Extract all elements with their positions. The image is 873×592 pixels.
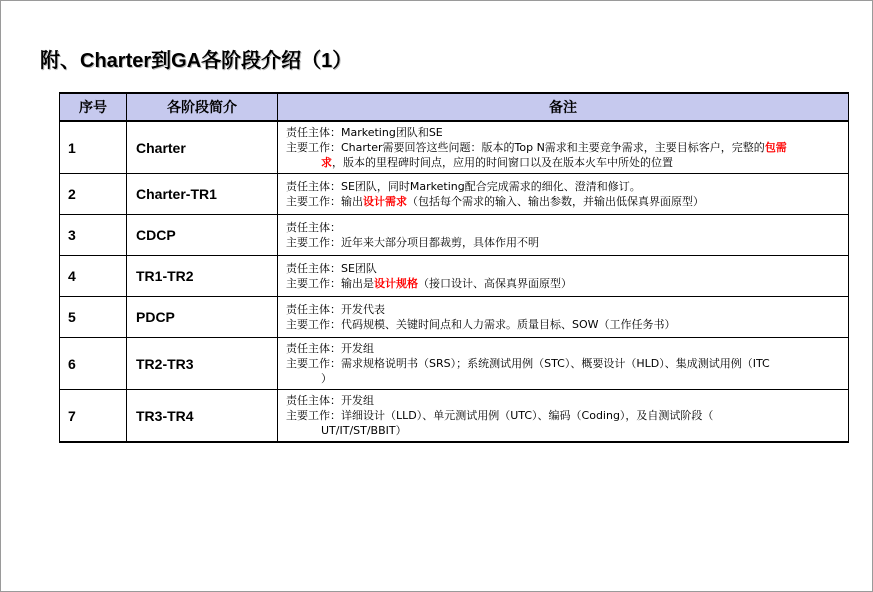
- note-work-text: 主要工作：Charter需要回答这些问题：版本的Top N需求和主要竞争需求，主要目标客户，完整的: [286, 141, 765, 154]
- row-num: 4: [60, 256, 127, 297]
- table-row: [60, 338, 849, 390]
- row-stage-name: Charter-TR1: [127, 174, 278, 215]
- note-highlight: 包需: [764, 141, 787, 154]
- row-stage-name: TR1-TR2: [127, 256, 278, 297]
- note-owner: 责任主体：SE团队: [286, 262, 377, 275]
- row-stage-name: TR2-TR3: [127, 338, 278, 390]
- note-work-text: ，版本的里程碑时间点，应用的时间窗口以及在版本火车中所处的位置: [332, 156, 673, 169]
- note-highlight: 设计规格: [374, 277, 418, 290]
- note-work-cont: UT/IT/ST/BBIT）: [321, 424, 407, 437]
- row-stage-name: TR3-TR4: [127, 390, 278, 443]
- row-note: [278, 174, 849, 215]
- header-num: 序号: [60, 93, 127, 121]
- note-owner: 责任主体：开发代表: [286, 303, 385, 316]
- note-work-text: （接口设计、高保真界面原型）: [418, 277, 572, 290]
- note-highlight: 设计需求: [363, 195, 407, 208]
- note-work-text: （包括每个需求的输入、输出参数，并输出低保真界面原型）: [407, 195, 704, 208]
- row-num: 3: [60, 215, 127, 256]
- note-owner: 责任主体：开发组: [286, 342, 374, 355]
- table-row: [60, 297, 849, 338]
- row-num: 1: [60, 121, 127, 174]
- row-num: 6: [60, 338, 127, 390]
- note-work: [286, 194, 840, 209]
- table-row: [60, 215, 849, 256]
- note-work: 主要工作：需求规格说明书（SRS）；系统测试用例（STC）、概要设计（HLD）、集成测试用例（ITC: [286, 357, 770, 370]
- note-owner: 责任主体：SE团队，同时Marketing配合完成需求的细化、澄清和修订。: [286, 180, 641, 193]
- note-work: 主要工作：代码规模、关键时间点和人力需求。质量目标、SOW（工作任务书）: [286, 318, 676, 331]
- note-work: [286, 276, 840, 291]
- table-header-row: [60, 93, 849, 121]
- header-name: 各阶段简介: [127, 93, 278, 121]
- table-row: [60, 121, 849, 174]
- note-owner: 责任主体：Marketing团队和SE: [286, 126, 443, 139]
- row-num: 2: [60, 174, 127, 215]
- row-stage-name: CDCP: [127, 215, 278, 256]
- note-work-cont: ）: [321, 372, 332, 385]
- note-work-text: 主要工作：输出是: [286, 277, 374, 290]
- note-work: 主要工作：近年来大部分项目都裁剪，具体作用不明: [286, 236, 539, 249]
- table-row: [60, 174, 849, 215]
- header-note: 备注: [278, 93, 849, 121]
- row-num: 7: [60, 390, 127, 443]
- table-row: [60, 256, 849, 297]
- row-note: [278, 297, 849, 338]
- note-highlight: 求: [321, 156, 332, 169]
- row-num: 5: [60, 297, 127, 338]
- table-row: [60, 390, 849, 443]
- note-owner: 责任主体：开发组: [286, 394, 374, 407]
- stage-table: [59, 92, 849, 443]
- note-owner: 责任主体：: [286, 221, 341, 234]
- row-note: [278, 121, 849, 174]
- note-work: 主要工作：详细设计（LLD）、单元测试用例（UTC）、编码（Coding），及自测试阶段（: [286, 409, 714, 422]
- row-note: [278, 390, 849, 443]
- note-work-cont: [286, 155, 840, 170]
- row-stage-name: PDCP: [127, 297, 278, 338]
- row-stage-name: Charter: [127, 121, 278, 174]
- page-title: 附、Charter到GA各阶段介绍（1）: [40, 50, 353, 72]
- row-note: [278, 215, 849, 256]
- row-note: [278, 256, 849, 297]
- note-work: [286, 140, 840, 155]
- row-note: [278, 338, 849, 390]
- note-work-text: 主要工作：输出: [286, 195, 363, 208]
